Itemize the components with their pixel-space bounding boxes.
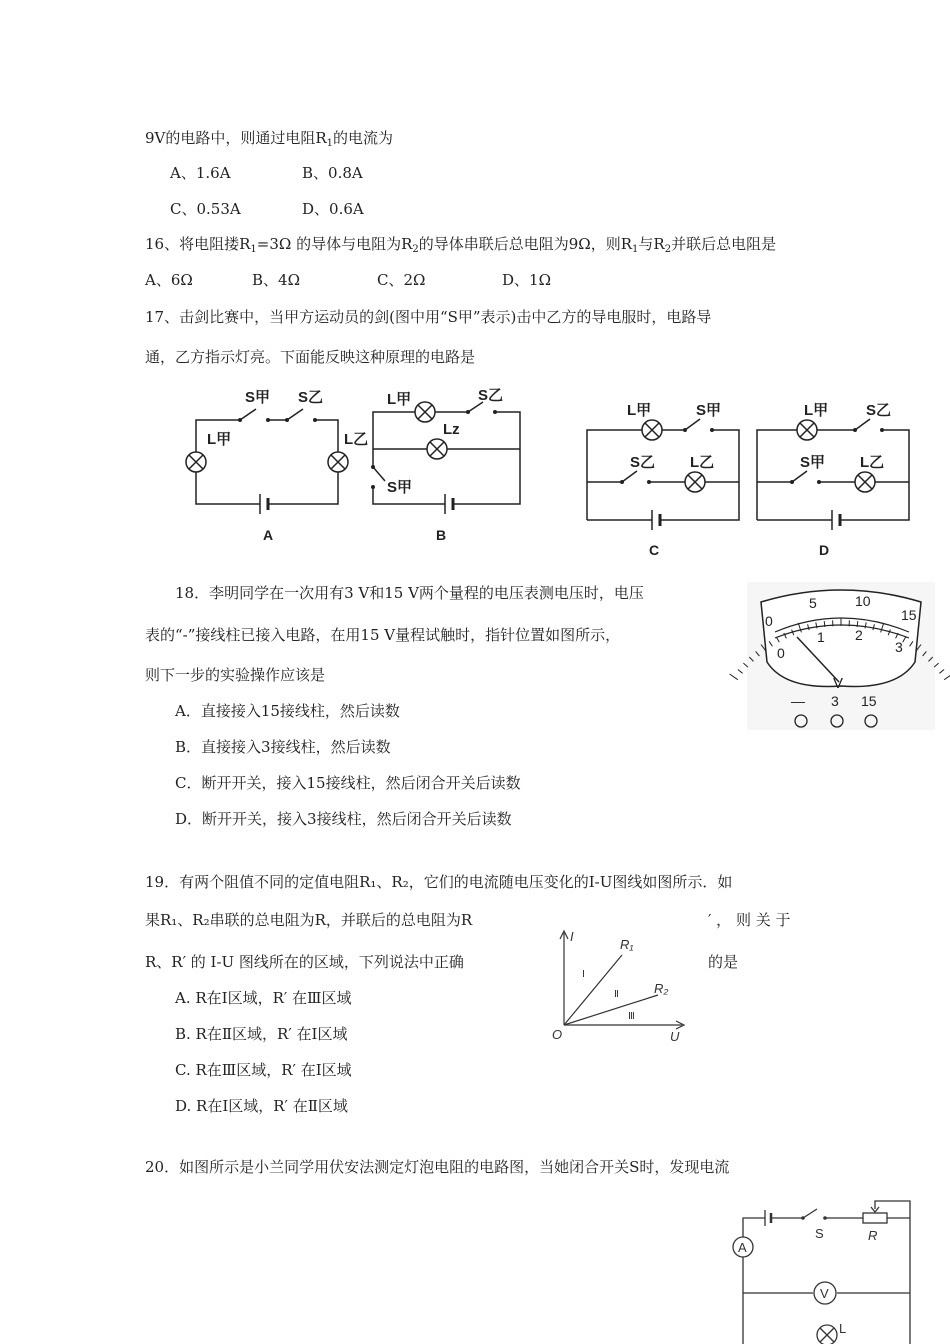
q16-option-d: D、1Ω (502, 271, 552, 289)
q19-option-c: C. R在Ⅲ区域，R′ 在Ⅰ区域 (175, 1061, 352, 1079)
q16-sub1: 1 (250, 244, 257, 255)
q16-part3: 的导体串联后总电阻为9Ω，则R (418, 235, 633, 253)
voltmeter-dial (747, 582, 935, 730)
graph-x-label: U (670, 1029, 680, 1044)
diagram-label-d: D (819, 542, 830, 558)
graph-r1-label: R₁ (620, 937, 634, 952)
q15-stem-text: 9V的电路中，则通过电阻R (145, 129, 327, 147)
label-s-yi-d: S乙 (866, 402, 892, 419)
meter-lower-3: 3 (895, 639, 903, 655)
q17-line2: 通，乙方指示灯亮。下面能反映这种原理的电路是 (145, 348, 476, 366)
q16-part4: 与R (638, 235, 665, 253)
diagram-label-b: B (436, 527, 447, 543)
q15-option-d: D、0.6A (302, 200, 364, 218)
circuit-diagram-b (365, 382, 530, 547)
meter-tick (939, 670, 944, 674)
circuit-diagram-a (180, 382, 369, 547)
q18-option-c: C．断开开关，接入15接线柱，然后闭合开关后读数 (175, 774, 521, 792)
label-s-jia-a: S甲 (245, 389, 271, 406)
q17-line1: 17、击剑比赛中，当甲方运动员的剑(图中用“S甲”表示)击中乙方的导电服时，电路导 (145, 308, 712, 326)
q16-part1: 16、将电阻搂R (145, 235, 251, 253)
meter-unit: V (833, 675, 844, 692)
meter-lower-1: 1 (817, 629, 825, 645)
lamp-label: L (839, 1321, 847, 1336)
rheostat-label: R (868, 1228, 878, 1243)
q15-option-a: A、1.6A (170, 164, 231, 182)
graph-y-label: I (570, 929, 574, 944)
label-s-yi-c: S乙 (630, 454, 656, 471)
q16-option-b: B、4Ω (252, 271, 301, 289)
meter-tick (944, 674, 950, 680)
q15-option-b: B、0.8A (302, 164, 363, 182)
meter-tick (824, 621, 825, 627)
terminal-3-label: 3 (831, 693, 839, 709)
q19-line2b: ′ ， 则 关 于 (708, 911, 791, 929)
meter-lower-0: 0 (777, 645, 785, 661)
q19-option-a: A. R在Ⅰ区域，R′ 在Ⅲ区域 (175, 989, 352, 1007)
meter-upper-10: 10 (855, 593, 871, 609)
q15-option-c: C、0.53A (170, 200, 241, 218)
circuit-diagram-d (752, 395, 917, 560)
voltmeter-label: V (820, 1286, 829, 1301)
q18-line3: 则下一步的实验操作应该是 (145, 666, 326, 684)
q18-option-d: D．断开开关，接入3接线柱，然后闭合开关后读数 (175, 810, 512, 828)
q16-part2: =3Ω 的导体与电阻为R (256, 235, 413, 253)
q16-sub2: 2 (412, 244, 419, 255)
q19-option-b: B. R在Ⅱ区域，R′ 在Ⅰ区域 (175, 1025, 348, 1043)
q20-circuit (725, 1195, 920, 1344)
q16-option-c: C、2Ω (377, 271, 426, 289)
graph-r2-label: R₂ (654, 981, 669, 996)
q16-option-a: A、6Ω (145, 271, 193, 289)
q15-stem-end: 的电流为 (333, 129, 394, 147)
q16-part5: 并联后总电阻是 (671, 235, 777, 253)
terminal-minus-label: — (791, 693, 805, 709)
q19-line1: 19．有两个阻值不同的定值电阻R₁、R₂，它们的电流随电压变化的I-U图线如图所示．如 (145, 873, 733, 891)
q16-sub3: 1 (632, 244, 639, 255)
circuit-diagram-c (582, 395, 747, 560)
region-2-label: Ⅱ (614, 989, 619, 1000)
q15-stem (145, 128, 393, 154)
label-l-jia-c: L甲 (627, 402, 652, 419)
q20-line1: 20．如图所示是小兰同学用伏安法测定灯泡电阻的电路图，当她闭合开关S时，发现电流 (145, 1158, 730, 1176)
label-s-jia-d: S甲 (800, 454, 826, 471)
switch-label: S (815, 1226, 824, 1241)
q18-option-b: B．直接接入3接线柱，然后读数 (175, 738, 391, 756)
meter-lower-2: 2 (855, 627, 863, 643)
q16-sub4: 2 (664, 244, 672, 255)
label-l-yi-a: L乙 (344, 431, 369, 448)
meter-tick (738, 670, 743, 674)
q19-option-d: D. R在Ⅰ区域，R′ 在Ⅱ区域 (175, 1097, 348, 1115)
label-l-yi-c: L乙 (690, 454, 715, 471)
label-l-yi-b: Lz (443, 421, 460, 438)
meter-upper-5: 5 (809, 595, 817, 611)
meter-upper-0: 0 (765, 613, 773, 629)
terminal-15-label: 15 (861, 693, 877, 709)
label-s-yi-b: S乙 (478, 387, 504, 404)
label-s-jia-b: S甲 (387, 479, 413, 496)
r2-line (564, 995, 658, 1025)
label-l-jia-d: L甲 (804, 402, 829, 419)
q19-line3b: 的是 (708, 953, 739, 971)
region-3-label: Ⅲ (628, 1011, 635, 1022)
diagram-label-c: C (649, 542, 660, 558)
q18-option-a: A．直接接入15接线柱，然后读数 (175, 702, 400, 720)
ammeter-label: A (738, 1240, 747, 1255)
iu-graph (550, 925, 690, 1045)
graph-origin: O (552, 1027, 563, 1042)
meter-upper-15: 15 (901, 607, 917, 623)
label-s-jia-c: S甲 (696, 402, 722, 419)
label-s-yi-a: S乙 (298, 389, 324, 406)
q19-line2a: 果R₁、R₂串联的总电阻为R，并联后的总电阻为R (145, 911, 473, 929)
q18-line1: 18．李明同学在一次用有3 V和15 V两个量程的电压表测电压时，电压 (175, 584, 644, 602)
meter-tick (730, 674, 738, 680)
q19-line3a: R、R′ 的 I-U 图线所在的区域，下列说法中正确 (145, 953, 464, 971)
q15-stem-sub: 1 (326, 138, 334, 149)
label-l-jia-a: L甲 (207, 431, 232, 448)
region-1-label: Ⅰ (582, 969, 585, 980)
diagram-label-a: A (263, 527, 274, 543)
label-l-yi-d: L乙 (860, 454, 885, 471)
label-l-jia-b: L甲 (387, 391, 412, 408)
q18-line2: 表的“-”接线柱已接入电路，在用15 V量程试触时，指针位置如图所示， (145, 626, 621, 644)
q16-stem (145, 234, 776, 260)
